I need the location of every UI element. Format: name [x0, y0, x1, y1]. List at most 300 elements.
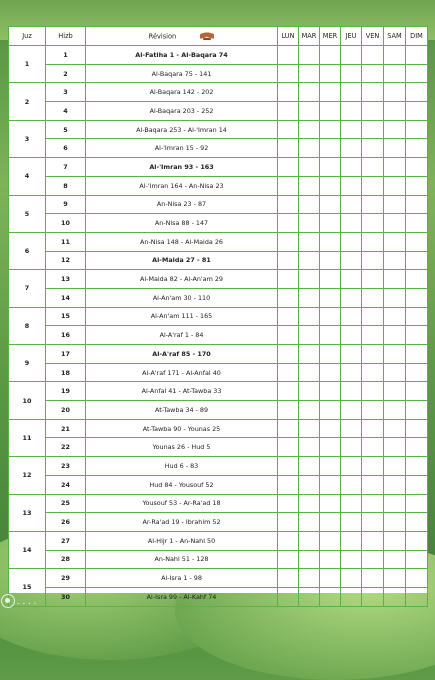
revision-cell: Al-Isra 1 - 98	[86, 569, 278, 588]
table-row	[9, 288, 428, 307]
day-checkbox-cell[interactable]	[384, 270, 406, 289]
day-checkbox-cell[interactable]	[406, 139, 428, 158]
day-checkbox-cell[interactable]	[341, 251, 362, 270]
day-checkbox-cell[interactable]	[384, 382, 406, 401]
day-checkbox-cell[interactable]	[341, 457, 362, 476]
day-checkbox-cell[interactable]	[278, 587, 299, 606]
table-row	[9, 326, 428, 345]
day-checkbox-cell[interactable]	[278, 531, 299, 550]
day-checkbox-cell[interactable]	[362, 120, 384, 139]
day-checkbox-cell[interactable]	[299, 419, 320, 438]
hizb-cell: 25	[46, 494, 86, 513]
revision-cell: Al-Baqara 203 - 252	[86, 102, 278, 121]
table-row	[9, 83, 428, 102]
day-checkbox-cell[interactable]	[278, 139, 299, 158]
day-checkbox-cell[interactable]	[384, 288, 406, 307]
table-row	[9, 494, 428, 513]
day-checkbox-cell[interactable]	[384, 569, 406, 588]
day-checkbox-cell[interactable]	[384, 419, 406, 438]
day-checkbox-cell[interactable]	[278, 494, 299, 513]
day-checkbox-cell[interactable]	[362, 513, 384, 532]
day-checkbox-cell[interactable]	[320, 195, 341, 214]
day-checkbox-cell[interactable]	[406, 363, 428, 382]
day-checkbox-cell[interactable]	[320, 46, 341, 65]
day-checkbox-cell[interactable]	[384, 494, 406, 513]
revision-cell: Ar-Ra'ad 19 - Ibrahim 52	[86, 513, 278, 532]
hizb-cell: 28	[46, 550, 86, 569]
hizb-cell: 11	[46, 232, 86, 251]
revision-cell: Al-A'raf 1 - 84	[86, 326, 278, 345]
hizb-cell: 30	[46, 587, 86, 606]
day-checkbox-cell[interactable]	[320, 120, 341, 139]
day-checkbox-cell[interactable]	[299, 251, 320, 270]
day-checkbox-cell[interactable]	[278, 419, 299, 438]
day-header-thu: JEU	[341, 27, 362, 46]
day-checkbox-cell[interactable]	[341, 587, 362, 606]
day-checkbox-cell[interactable]	[406, 401, 428, 420]
revision-header-label: Révision	[148, 32, 177, 40]
revision-header	[86, 27, 278, 46]
day-checkbox-cell[interactable]	[384, 457, 406, 476]
day-checkbox-cell[interactable]	[341, 176, 362, 195]
revision-cell: Al-Baqara 142 - 202	[86, 83, 278, 102]
table-body	[9, 46, 428, 607]
day-checkbox-cell[interactable]	[278, 195, 299, 214]
day-checkbox-cell[interactable]	[384, 587, 406, 606]
day-checkbox-cell[interactable]	[384, 251, 406, 270]
day-checkbox-cell[interactable]	[384, 550, 406, 569]
day-checkbox-cell[interactable]	[341, 438, 362, 457]
hizb-cell: 20	[46, 401, 86, 420]
day-checkbox-cell[interactable]	[406, 120, 428, 139]
day-checkbox-cell[interactable]	[362, 438, 384, 457]
revision-cell: Al-A'raf 171 - Al-Anfal 40	[86, 363, 278, 382]
day-checkbox-cell[interactable]	[299, 457, 320, 476]
revision-cell: Younas 26 - Hud 5	[86, 438, 278, 457]
day-checkbox-cell[interactable]	[341, 513, 362, 532]
day-checkbox-cell[interactable]	[278, 438, 299, 457]
day-checkbox-cell[interactable]	[362, 550, 384, 569]
table-row	[9, 251, 428, 270]
day-checkbox-cell[interactable]	[362, 457, 384, 476]
day-checkbox-cell[interactable]	[278, 513, 299, 532]
day-checkbox-cell[interactable]	[384, 345, 406, 364]
hizb-cell: 22	[46, 438, 86, 457]
day-checkbox-cell[interactable]	[278, 232, 299, 251]
day-checkbox-cell[interactable]	[278, 326, 299, 345]
day-checkbox-cell[interactable]	[362, 494, 384, 513]
day-checkbox-cell[interactable]	[341, 120, 362, 139]
day-checkbox-cell[interactable]	[278, 46, 299, 65]
revision-cell: Al-Maida 27 - 81	[86, 251, 278, 270]
day-checkbox-cell[interactable]	[278, 83, 299, 102]
day-checkbox-cell[interactable]	[299, 176, 320, 195]
day-checkbox-cell[interactable]	[320, 83, 341, 102]
day-checkbox-cell[interactable]	[384, 475, 406, 494]
day-checkbox-cell[interactable]	[278, 345, 299, 364]
table-row	[9, 176, 428, 195]
table-row	[9, 382, 428, 401]
day-checkbox-cell[interactable]	[406, 232, 428, 251]
day-checkbox-cell[interactable]	[320, 438, 341, 457]
day-checkbox-cell[interactable]	[406, 550, 428, 569]
day-checkbox-cell[interactable]	[341, 363, 362, 382]
day-header-tue: MAR	[299, 27, 320, 46]
day-checkbox-cell[interactable]	[406, 345, 428, 364]
day-checkbox-cell[interactable]	[341, 307, 362, 326]
day-checkbox-cell[interactable]	[278, 475, 299, 494]
day-checkbox-cell[interactable]	[341, 232, 362, 251]
day-checkbox-cell[interactable]	[341, 288, 362, 307]
revision-cell: Al-Isra 99 - Al-Kahf 74	[86, 587, 278, 606]
day-checkbox-cell[interactable]	[406, 288, 428, 307]
day-checkbox-cell[interactable]	[362, 288, 384, 307]
day-checkbox-cell[interactable]	[406, 382, 428, 401]
revision-cell: Yousouf 53 - Ar-Ra'ad 18	[86, 494, 278, 513]
day-checkbox-cell[interactable]	[299, 363, 320, 382]
day-checkbox-cell[interactable]	[406, 457, 428, 476]
day-checkbox-cell[interactable]	[341, 569, 362, 588]
juz-header: Juz	[9, 27, 46, 46]
day-checkbox-cell[interactable]	[341, 158, 362, 177]
day-checkbox-cell[interactable]	[278, 158, 299, 177]
day-checkbox-cell[interactable]	[406, 531, 428, 550]
day-checkbox-cell[interactable]	[362, 232, 384, 251]
day-checkbox-cell[interactable]	[278, 102, 299, 121]
day-checkbox-cell[interactable]	[341, 83, 362, 102]
day-checkbox-cell[interactable]	[299, 64, 320, 83]
day-checkbox-cell[interactable]	[320, 158, 341, 177]
day-checkbox-cell[interactable]	[320, 569, 341, 588]
day-checkbox-cell[interactable]	[384, 83, 406, 102]
day-checkbox-cell[interactable]	[406, 195, 428, 214]
day-checkbox-cell[interactable]	[406, 176, 428, 195]
day-checkbox-cell[interactable]	[320, 494, 341, 513]
day-checkbox-cell[interactable]	[406, 64, 428, 83]
day-checkbox-cell[interactable]	[384, 513, 406, 532]
day-checkbox-cell[interactable]	[406, 475, 428, 494]
day-header-sat: SAM	[384, 27, 406, 46]
day-checkbox-cell[interactable]	[320, 587, 341, 606]
day-checkbox-cell[interactable]	[341, 419, 362, 438]
juz-cell: 1	[9, 46, 46, 83]
revision-cell: Al-Baqara 75 - 141	[86, 64, 278, 83]
day-checkbox-cell[interactable]	[320, 475, 341, 494]
hizb-cell: 9	[46, 195, 86, 214]
hizb-cell: 2	[46, 64, 86, 83]
day-checkbox-cell[interactable]	[384, 438, 406, 457]
day-checkbox-cell[interactable]	[320, 139, 341, 158]
day-checkbox-cell[interactable]	[299, 270, 320, 289]
juz-cell: 12	[9, 457, 46, 494]
day-checkbox-cell[interactable]	[320, 345, 341, 364]
hizb-cell: 21	[46, 419, 86, 438]
day-checkbox-cell[interactable]	[384, 214, 406, 233]
day-checkbox-cell[interactable]	[384, 139, 406, 158]
juz-cell: 4	[9, 158, 46, 195]
juz-cell: 2	[9, 83, 46, 120]
day-checkbox-cell[interactable]	[299, 438, 320, 457]
day-checkbox-cell[interactable]	[278, 288, 299, 307]
revision-cell: Al-Hijr 1 - An-Nahl 50	[86, 531, 278, 550]
day-checkbox-cell[interactable]	[362, 419, 384, 438]
table-row	[9, 232, 428, 251]
hizb-cell: 26	[46, 513, 86, 532]
table-row	[9, 550, 428, 569]
table-row	[9, 139, 428, 158]
day-checkbox-cell[interactable]	[406, 326, 428, 345]
day-checkbox-cell[interactable]	[341, 102, 362, 121]
day-checkbox-cell[interactable]	[341, 195, 362, 214]
day-checkbox-cell[interactable]	[299, 475, 320, 494]
day-checkbox-cell[interactable]	[341, 345, 362, 364]
day-checkbox-cell[interactable]	[278, 251, 299, 270]
hizb-cell: 24	[46, 475, 86, 494]
table-row	[9, 64, 428, 83]
day-checkbox-cell[interactable]	[299, 569, 320, 588]
day-checkbox-cell[interactable]	[320, 419, 341, 438]
table-row	[9, 195, 428, 214]
day-checkbox-cell[interactable]	[341, 214, 362, 233]
day-checkbox-cell[interactable]	[341, 64, 362, 83]
day-checkbox-cell[interactable]	[384, 120, 406, 139]
table-row	[9, 307, 428, 326]
table-row	[9, 158, 428, 177]
day-checkbox-cell[interactable]	[278, 457, 299, 476]
day-checkbox-cell[interactable]	[341, 46, 362, 65]
day-checkbox-cell[interactable]	[362, 401, 384, 420]
day-checkbox-cell[interactable]	[384, 46, 406, 65]
day-checkbox-cell[interactable]	[299, 513, 320, 532]
day-checkbox-cell[interactable]	[362, 176, 384, 195]
day-checkbox-cell[interactable]	[406, 46, 428, 65]
table-row	[9, 513, 428, 532]
table-row	[9, 457, 428, 476]
table-row	[9, 475, 428, 494]
day-checkbox-cell[interactable]	[320, 270, 341, 289]
day-checkbox-cell[interactable]	[406, 251, 428, 270]
day-checkbox-cell[interactable]	[278, 363, 299, 382]
day-checkbox-cell[interactable]	[320, 214, 341, 233]
juz-cell: 10	[9, 382, 46, 419]
day-checkbox-cell[interactable]	[278, 120, 299, 139]
day-checkbox-cell[interactable]	[278, 176, 299, 195]
day-checkbox-cell[interactable]	[384, 531, 406, 550]
day-checkbox-cell[interactable]	[299, 307, 320, 326]
day-checkbox-cell[interactable]	[384, 401, 406, 420]
day-checkbox-cell[interactable]	[299, 158, 320, 177]
juz-cell: 14	[9, 531, 46, 568]
day-checkbox-cell[interactable]	[384, 307, 406, 326]
juz-cell: 7	[9, 270, 46, 307]
day-checkbox-cell[interactable]	[362, 270, 384, 289]
revision-cell: Al-Anfal 41 - At-Tawba 33	[86, 382, 278, 401]
day-checkbox-cell[interactable]	[278, 382, 299, 401]
day-checkbox-cell[interactable]	[406, 307, 428, 326]
day-checkbox-cell[interactable]	[278, 401, 299, 420]
day-checkbox-cell[interactable]	[384, 195, 406, 214]
table-row	[9, 270, 428, 289]
day-checkbox-cell[interactable]	[341, 494, 362, 513]
day-checkbox-cell[interactable]	[362, 83, 384, 102]
day-checkbox-cell[interactable]	[362, 214, 384, 233]
hizb-cell: 8	[46, 176, 86, 195]
revision-cell: At-Tawba 90 - Younas 25	[86, 419, 278, 438]
day-checkbox-cell[interactable]	[299, 382, 320, 401]
day-checkbox-cell[interactable]	[362, 587, 384, 606]
day-checkbox-cell[interactable]	[299, 401, 320, 420]
day-checkbox-cell[interactable]	[278, 64, 299, 83]
day-checkbox-cell[interactable]	[299, 550, 320, 569]
hizb-cell: 18	[46, 363, 86, 382]
day-checkbox-cell[interactable]	[299, 214, 320, 233]
day-checkbox-cell[interactable]	[362, 158, 384, 177]
revision-cell: At-Tawba 34 - 89	[86, 401, 278, 420]
day-checkbox-cell[interactable]	[341, 475, 362, 494]
day-checkbox-cell[interactable]	[406, 513, 428, 532]
day-checkbox-cell[interactable]	[299, 139, 320, 158]
day-checkbox-cell[interactable]	[278, 307, 299, 326]
day-checkbox-cell[interactable]	[320, 550, 341, 569]
day-checkbox-cell[interactable]	[320, 531, 341, 550]
table-row	[9, 46, 428, 65]
day-checkbox-cell[interactable]	[406, 419, 428, 438]
juz-cell: 9	[9, 345, 46, 382]
day-checkbox-cell[interactable]	[320, 382, 341, 401]
hizb-cell: 29	[46, 569, 86, 588]
revision-table	[8, 26, 428, 607]
day-checkbox-cell[interactable]	[384, 326, 406, 345]
juz-cell: 5	[9, 195, 46, 232]
day-checkbox-cell[interactable]	[299, 531, 320, 550]
day-header-fri: VEN	[362, 27, 384, 46]
revision-sheet	[8, 26, 427, 601]
day-checkbox-cell[interactable]	[320, 326, 341, 345]
day-checkbox-cell[interactable]	[362, 195, 384, 214]
day-checkbox-cell[interactable]	[384, 232, 406, 251]
day-checkbox-cell[interactable]	[362, 102, 384, 121]
revision-cell: Al-An'am 30 - 110	[86, 288, 278, 307]
day-checkbox-cell[interactable]	[362, 139, 384, 158]
day-checkbox-cell[interactable]	[341, 550, 362, 569]
day-checkbox-cell[interactable]	[362, 382, 384, 401]
revision-cell: Al-A'raf 85 - 170	[86, 345, 278, 364]
hizb-cell: 1	[46, 46, 86, 65]
day-checkbox-cell[interactable]	[406, 569, 428, 588]
revision-cell: Al-Maida 82 - Al-An'am 29	[86, 270, 278, 289]
day-checkbox-cell[interactable]	[299, 102, 320, 121]
day-checkbox-cell[interactable]	[320, 251, 341, 270]
day-checkbox-cell[interactable]	[362, 345, 384, 364]
table-row	[9, 587, 428, 606]
day-checkbox-cell[interactable]	[320, 64, 341, 83]
day-checkbox-cell[interactable]	[362, 46, 384, 65]
day-checkbox-cell[interactable]	[299, 494, 320, 513]
hizb-cell: 23	[46, 457, 86, 476]
table-row	[9, 345, 428, 364]
day-checkbox-cell[interactable]	[299, 326, 320, 345]
table-header-row	[9, 27, 428, 46]
day-checkbox-cell[interactable]	[278, 569, 299, 588]
day-checkbox-cell[interactable]	[384, 176, 406, 195]
day-checkbox-cell[interactable]	[362, 307, 384, 326]
day-checkbox-cell[interactable]	[384, 363, 406, 382]
day-checkbox-cell[interactable]	[362, 64, 384, 83]
day-checkbox-cell[interactable]	[320, 457, 341, 476]
day-checkbox-cell[interactable]	[320, 513, 341, 532]
hizb-cell: 27	[46, 531, 86, 550]
revision-cell: An-Nahl 51 - 128	[86, 550, 278, 569]
day-checkbox-cell[interactable]	[384, 102, 406, 121]
day-checkbox-cell[interactable]	[320, 176, 341, 195]
day-checkbox-cell[interactable]	[299, 232, 320, 251]
day-checkbox-cell[interactable]	[299, 345, 320, 364]
logo-icon	[1, 594, 15, 608]
day-checkbox-cell[interactable]	[299, 195, 320, 214]
day-checkbox-cell[interactable]	[341, 270, 362, 289]
day-checkbox-cell[interactable]	[320, 363, 341, 382]
day-checkbox-cell[interactable]	[362, 531, 384, 550]
day-checkbox-cell[interactable]	[320, 401, 341, 420]
hizb-cell: 16	[46, 326, 86, 345]
day-checkbox-cell[interactable]	[362, 569, 384, 588]
day-checkbox-cell[interactable]	[341, 326, 362, 345]
hizb-cell: 13	[46, 270, 86, 289]
day-checkbox-cell[interactable]	[320, 102, 341, 121]
day-checkbox-cell[interactable]	[362, 475, 384, 494]
hizb-cell: 10	[46, 214, 86, 233]
day-checkbox-cell[interactable]	[341, 382, 362, 401]
hizb-cell: 7	[46, 158, 86, 177]
day-checkbox-cell[interactable]	[362, 363, 384, 382]
day-checkbox-cell[interactable]	[406, 270, 428, 289]
juz-cell: 6	[9, 232, 46, 269]
table-row	[9, 438, 428, 457]
hizb-header: Hizb	[46, 27, 86, 46]
table-row	[9, 214, 428, 233]
day-checkbox-cell[interactable]	[320, 307, 341, 326]
day-checkbox-cell[interactable]	[341, 401, 362, 420]
day-checkbox-cell[interactable]	[299, 288, 320, 307]
day-checkbox-cell[interactable]	[299, 83, 320, 102]
day-checkbox-cell[interactable]	[406, 83, 428, 102]
day-checkbox-cell[interactable]	[341, 139, 362, 158]
day-checkbox-cell[interactable]	[278, 550, 299, 569]
day-checkbox-cell[interactable]	[299, 46, 320, 65]
revision-cell: An-Nisa 23 - 87	[86, 195, 278, 214]
day-checkbox-cell[interactable]	[299, 587, 320, 606]
day-checkbox-cell[interactable]	[362, 326, 384, 345]
day-checkbox-cell[interactable]	[406, 438, 428, 457]
day-checkbox-cell[interactable]	[320, 288, 341, 307]
day-checkbox-cell[interactable]	[278, 214, 299, 233]
day-checkbox-cell[interactable]	[341, 531, 362, 550]
day-checkbox-cell[interactable]	[362, 251, 384, 270]
day-checkbox-cell[interactable]	[406, 587, 428, 606]
day-checkbox-cell[interactable]	[406, 102, 428, 121]
logo-mark: • • • •	[17, 601, 38, 606]
day-checkbox-cell[interactable]	[406, 494, 428, 513]
day-checkbox-cell[interactable]	[320, 232, 341, 251]
day-checkbox-cell[interactable]	[384, 64, 406, 83]
day-checkbox-cell[interactable]	[406, 214, 428, 233]
revision-cell: Al-An'am 111 - 165	[86, 307, 278, 326]
day-checkbox-cell[interactable]	[278, 270, 299, 289]
day-header-mon: LUN	[278, 27, 299, 46]
day-checkbox-cell[interactable]	[384, 158, 406, 177]
day-checkbox-cell[interactable]	[406, 158, 428, 177]
day-checkbox-cell[interactable]	[299, 120, 320, 139]
